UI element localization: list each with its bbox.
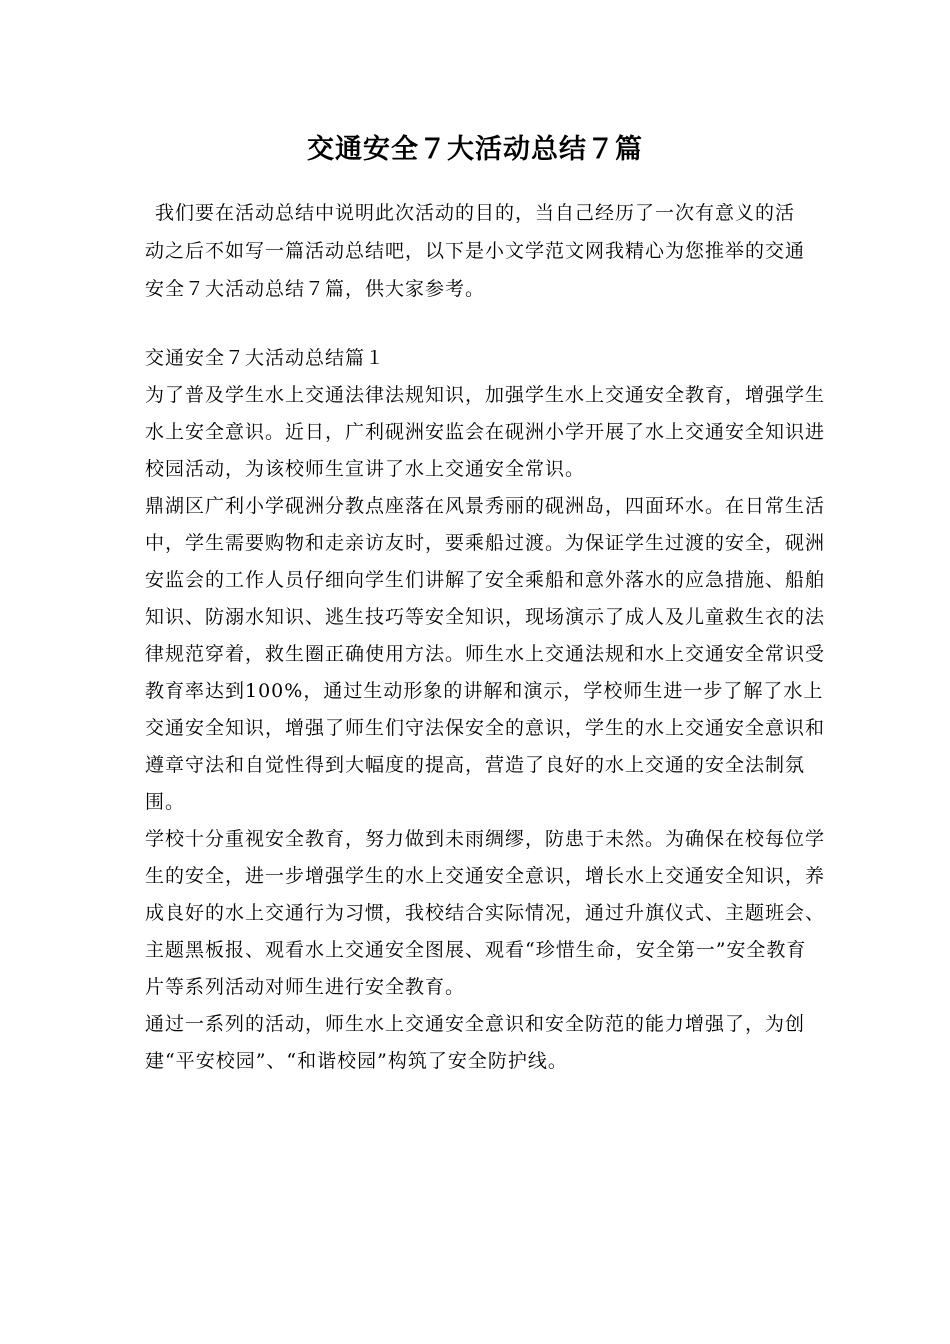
- body-paragraph-3: 学校十分重视安全教育，努力做到未雨绸缪，防患于未然。为确保在校每位学生的安全，进一步增强学生的水上交通安全意识，增长水上交通安全知识，养成良好的水上交通行为习惯，我校结合实际情况，通过升旗仪式、主题班会、主题黑板报、观看水上交通安全图展、观看“珍惜生命，安全第一”安全教育片等系列活动对师生进行安全教育。: [145, 828, 826, 998]
- intro-paragraph: 我们要在活动总结中说明此次活动的目的，当自己经历了一次有意义的活动之后不如写一篇活动总结吧，以下是小文学范文网我精心为您推举的交通安全７大活动总结７篇，供大家参考。: [145, 202, 806, 300]
- section-heading: 交通安全７大活动总结篇１: [145, 347, 386, 369]
- body-paragraph-2: 鼎湖区广利小学砚洲分教点座落在风景秀丽的砚洲岛，四面环水。在日常生活中，学生需要购物和走亲访友时，要乘船过渡。为保证学生过渡的安全，砚洲安监会的工作人员仔细向学生们讲解了安全乘船和意外落水的应急措施、船舶知识、防溺水知识、逃生技巧等安全知识，现场演示了成人及儿童救生衣的法律规范穿着，救生圈正确使用方法。师生水上交通法规和水上交通安全常识受教育率达到100%，通过生动形象的讲解和演示，学校师生进一步了解了水上交通安全知识，增强了师生们守法保安全的意识，学生的水上交通安全意识和遵章守法和自觉性得到大幅度的提高，营造了良好的水上交通的安全法制氛围。: [145, 495, 826, 813]
- body-paragraph-4: 通过一系列的活动，师生水上交通安全意识和安全防范的能力增强了，为创建“平安校园”、“和谐校园”构筑了安全防护线。: [145, 1013, 806, 1072]
- document-title: 交通安全７大活动总结７篇: [307, 134, 643, 165]
- body-paragraph-1: 为了普及学生水上交通法律法规知识，加强学生水上交通安全教育，增强学生水上安全意识。近日，广利砚洲安监会在砚洲小学开展了水上交通安全知识进校园活动，为该校师生宣讲了水上交通安全常识。: [145, 384, 826, 480]
- article-body: [145, 340, 825, 1080]
